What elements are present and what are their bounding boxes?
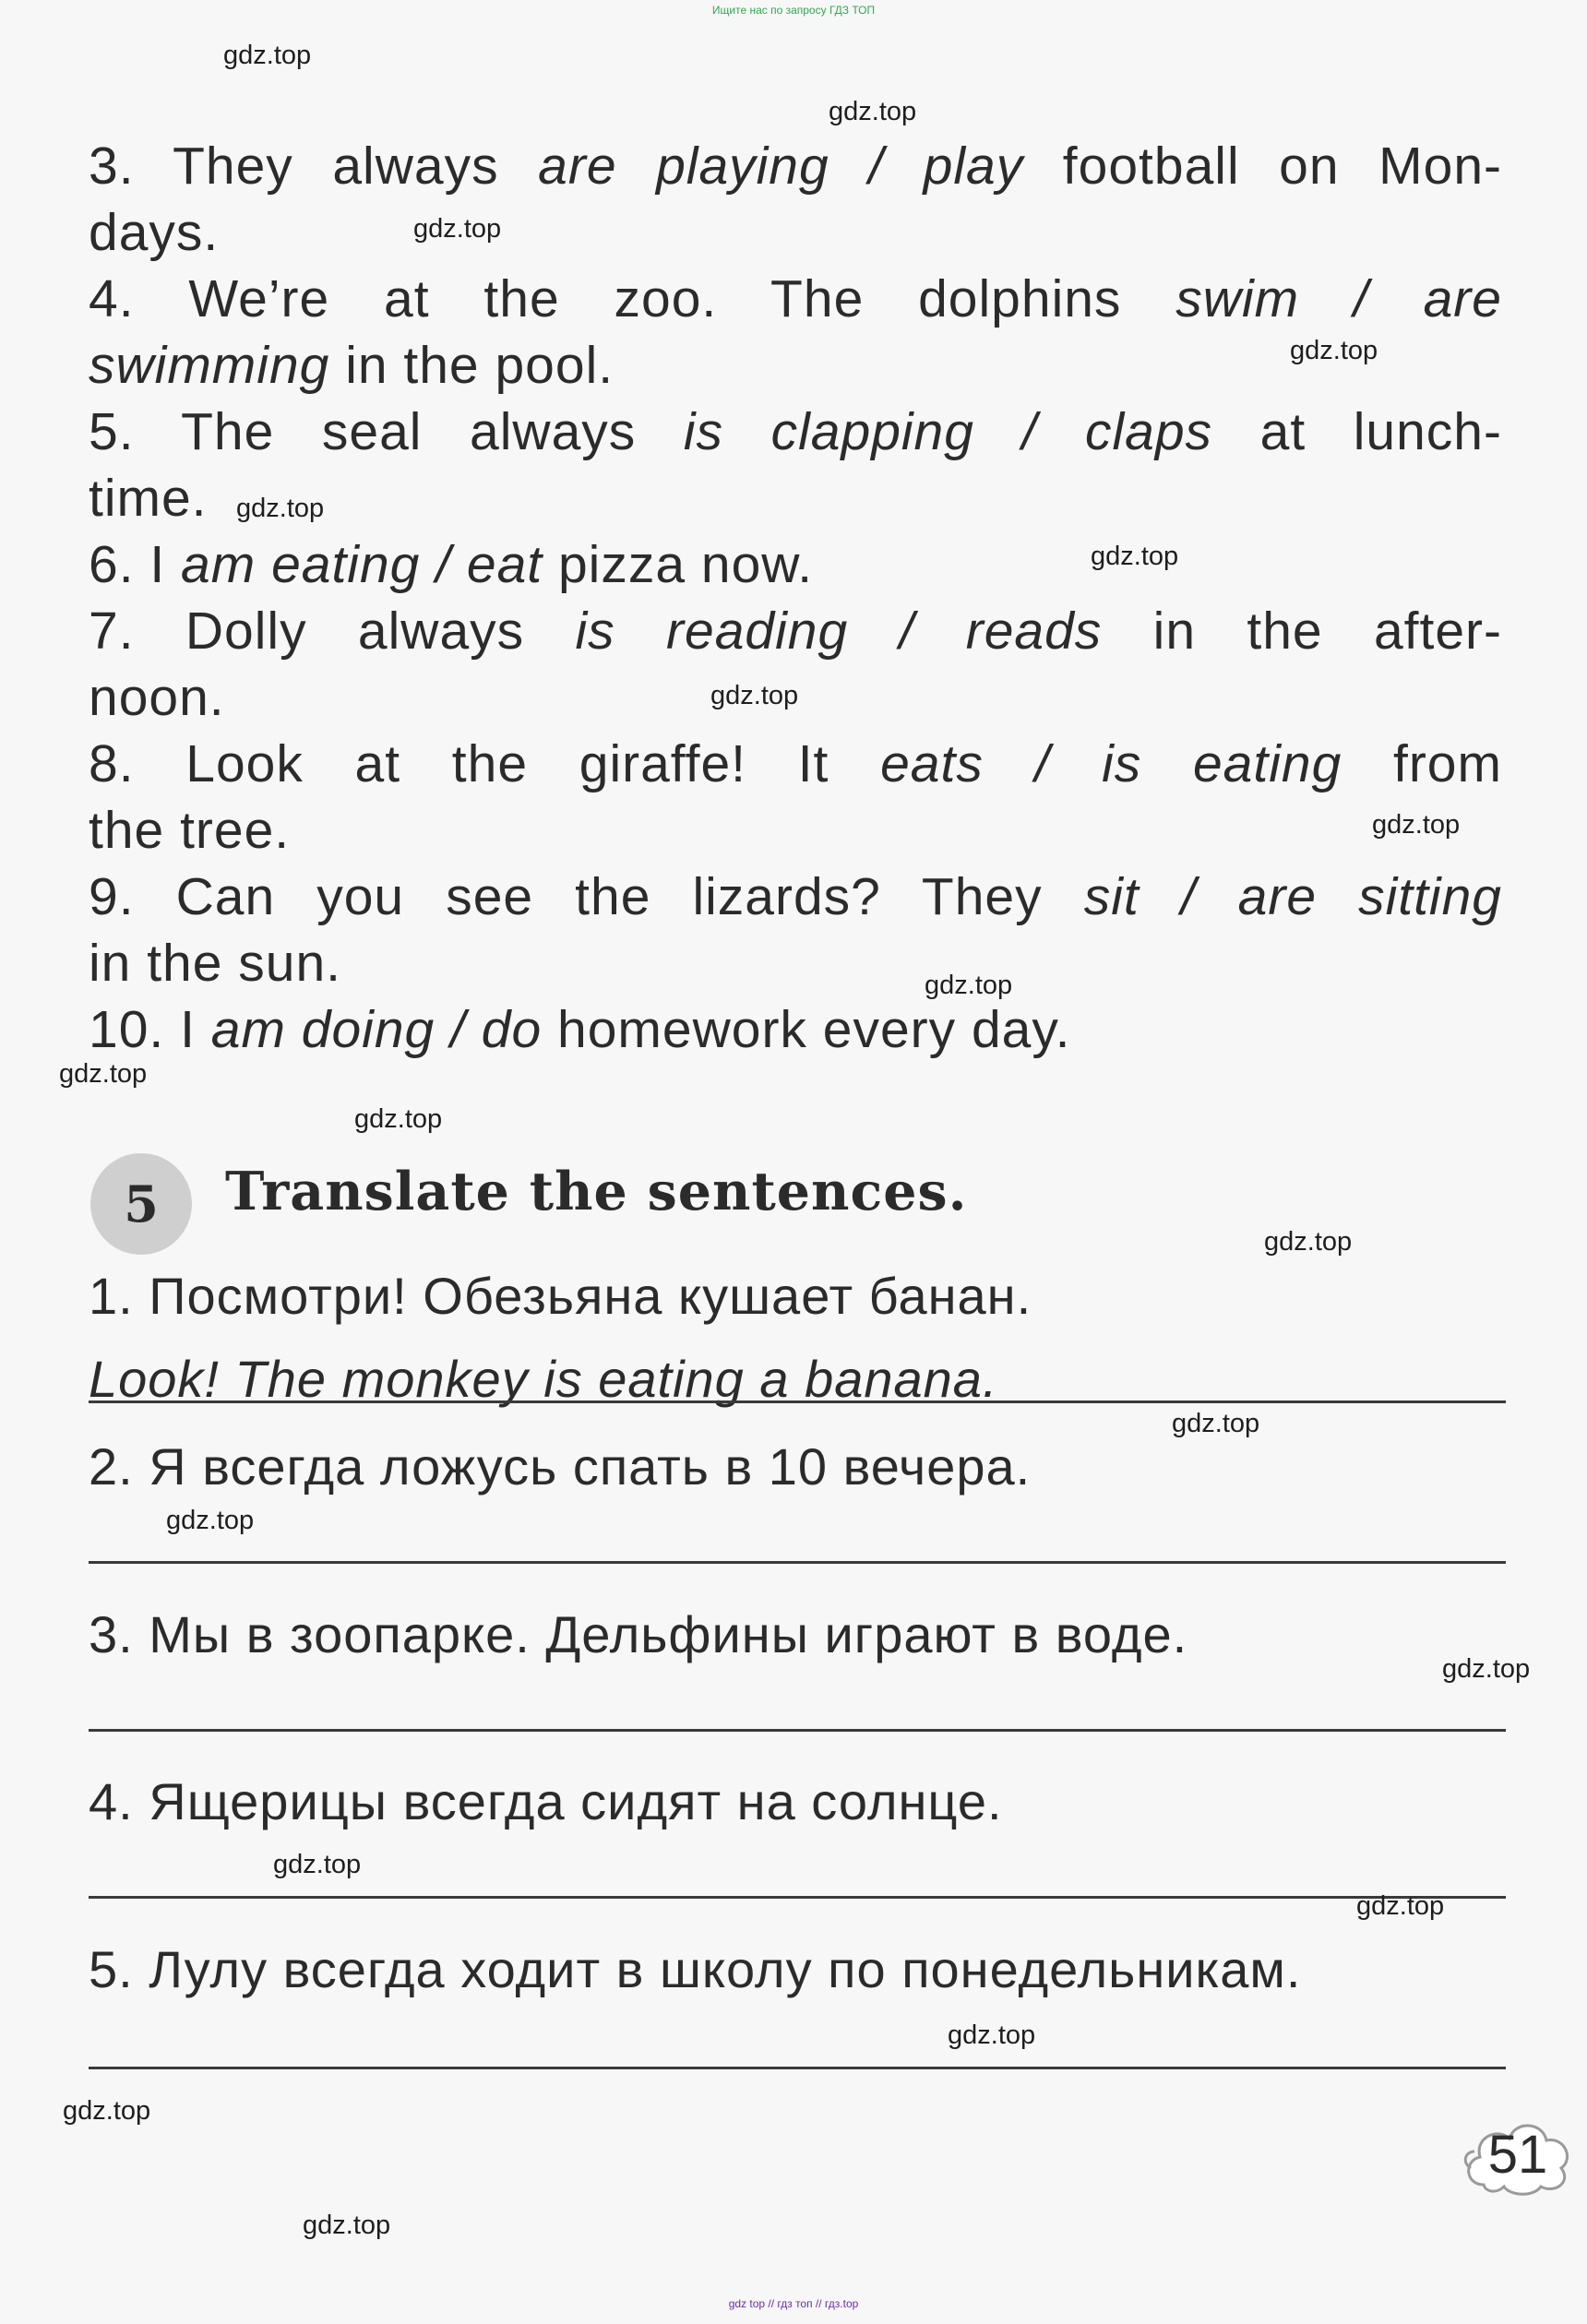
bottom-note: gdz top // гдз топ // гдз.top [728,2297,859,2310]
watermark: gdz.top [413,214,502,244]
translate-item-4: 4. Ящерицы всегда сидят на солнце. [89,1772,1003,1830]
exercise-item-10: 10. I am doing / do homework every day. [89,1000,1071,1059]
watermark: gdz.top [236,494,325,523]
page-number-cloud [1458,2104,1578,2205]
exercise-item-6: 6. I am eating / eat pizza now. [89,535,814,594]
answer-line-1-text: Look! The monkey is eating a banana. [89,1350,998,1408]
watermark: gdz.top [1356,1891,1445,1921]
watermark: gdz.top [354,1104,443,1134]
answer-line-4[interactable] [89,1896,1506,1899]
answer-line-5[interactable] [89,2067,1506,2069]
watermark: gdz.top [1172,1409,1260,1438]
translate-item-1: 1. Посмотри! Обезьяна кушает банан. [89,1267,1032,1325]
watermark: gdz.top [303,2211,391,2240]
exercise-item-7: 7. Dolly always is reading / reads in the after- noon. [89,602,1503,727]
watermark: gdz.top [1372,810,1461,840]
exercise-item-4: 4. We’re at the zoo. The dolphins swim / are swimming in the pool. [89,269,1502,395]
watermark: gdz.top [710,681,799,710]
exercise-item-3: 3. They always are playing / play football on Mon- days. [89,137,1502,262]
answer-line-3[interactable] [89,1729,1506,1732]
watermark: gdz.top [223,41,312,70]
watermark: gdz.top [948,2020,1036,2050]
page-number: 51 [1487,2125,1548,2185]
watermark: gdz.top [1264,1227,1353,1257]
watermark: gdz.top [1290,336,1378,365]
top-note: Ищите нас по запросу ГДЗ ТОП [711,4,876,17]
watermark: gdz.top [166,1506,255,1535]
watermark: gdz.top [1442,1654,1531,1684]
translate-item-3: 3. Мы в зоопарке. Дельфины играют в воде. [89,1605,1188,1663]
answer-line-1 [89,1400,1506,1403]
exercise-item-5: 5. The seal always is clapping / claps at lunch- time. [89,402,1502,528]
translate-item-2: 2. Я всегда ложусь спать в 10 вечера. [89,1437,1032,1496]
exercise-title: Translate the sentences. [225,1161,968,1222]
watermark: gdz.top [59,1059,148,1089]
watermark: gdz.top [829,97,917,126]
translate-item-5: 5. Лулу всегда ходит в школу по понедельникам. [89,1940,1302,1998]
exercise-number-badge: 5 [90,1153,192,1255]
watermark: gdz.top [925,971,1013,1000]
exercise-item-8: 8. Look at the giraffe! It eats / is eating from the tree. [89,734,1502,860]
watermark: gdz.top [273,1850,362,1879]
watermark: gdz.top [63,2096,151,2126]
watermark: gdz.top [1091,542,1179,571]
exercise-item-9: 9. Can you see the lizards? They sit / are sitting in the sun. [89,867,1502,993]
answer-line-2[interactable] [89,1561,1506,1564]
